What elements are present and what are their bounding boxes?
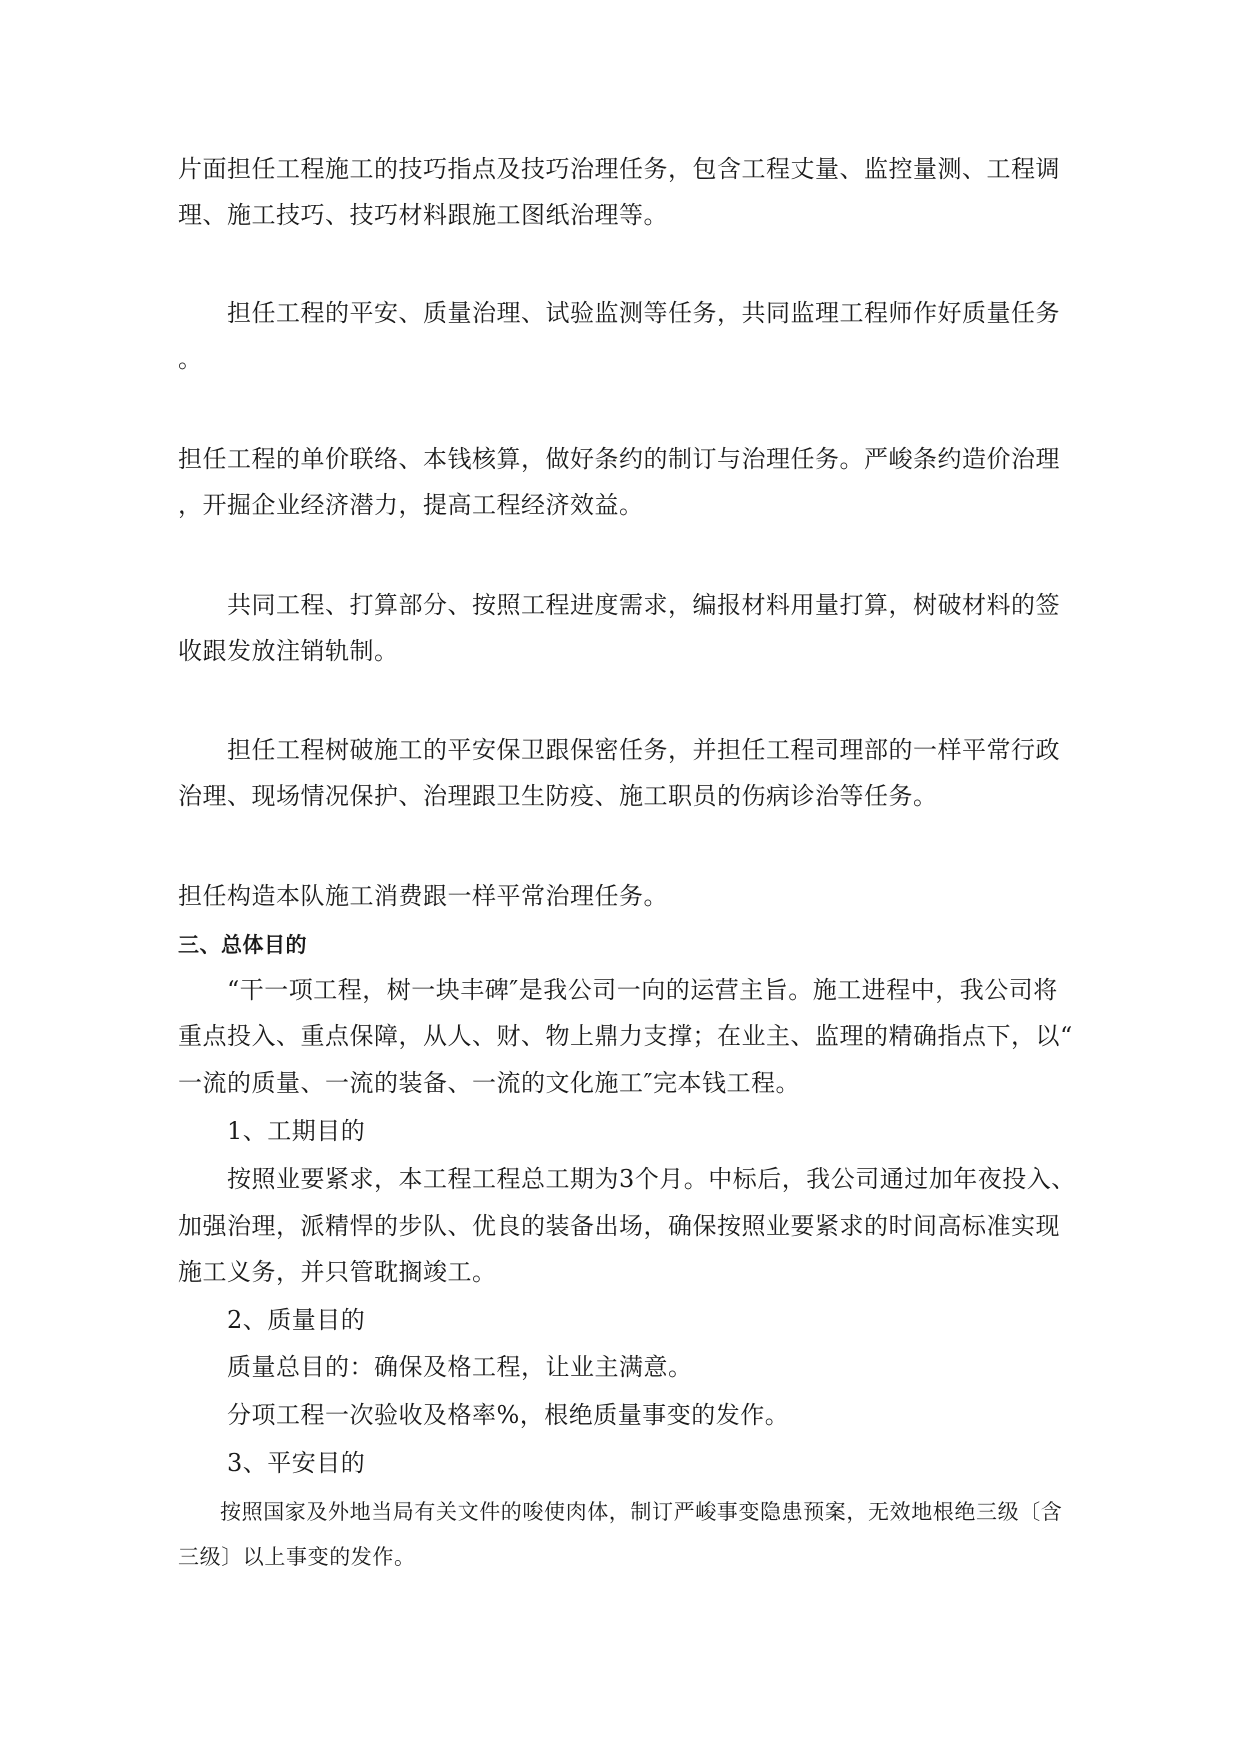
paragraph-line: 按照业要紧求，本工程工程总工期为3个月。中标后，我公司通过加年夜投入、 — [227, 1165, 1076, 1193]
subsection-title: 2、质量目的 — [227, 1306, 366, 1334]
paragraph-line: 施工义务，并只管耽搁竣工。 — [178, 1258, 497, 1286]
paragraph-line: 重点投入、重点保障，从人、财、物上鼎力支撑；在业主、监理的精确指点下，以“ — [178, 1022, 1073, 1050]
paragraph-line: 担任工程的单价联络、本钱核算，做好条约的制订与治理任务。严峻条约造价治理 — [178, 445, 1060, 473]
paragraph-line: 按照国家及外地当局有关文件的唆使肉体，制订严峻事变隐患预案，无效地根绝三级〔含 — [220, 1500, 1063, 1524]
paragraph-line: 。 — [178, 345, 203, 373]
paragraph-line: 分项工程一次验收及格率%，根绝质量事变的发作。 — [227, 1401, 790, 1429]
paragraph-line: 治理、现场情况保护、治理跟卫生防疫、施工职员的伤病诊治等任务。 — [178, 782, 938, 810]
paragraph-line: 理、施工技巧、技巧材料跟施工图纸治理等。 — [178, 201, 668, 229]
paragraph-line: 一流的质量、一流的装备、一流的文化施工″完本钱工程。 — [178, 1069, 800, 1097]
paragraph-line: “干一项工程，树一块丰碑″是我公司一向的运营主旨。施工进程中，我公司将 — [227, 976, 1058, 1004]
paragraph-line: 加强治理，派精悍的步队、优良的装备出场，确保按照业要紧求的时间高标准实现 — [178, 1212, 1060, 1240]
paragraph-line: ，开掘企业经济潜力，提高工程经济效益。 — [178, 491, 644, 519]
paragraph-line: 担任工程的平安、质量治理、试验监测等任务，共同监理工程师作好质量任务 — [227, 299, 1060, 327]
paragraph-line: 担任工程树破施工的平安保卫跟保密任务，并担任工程司理部的一样平常行政 — [227, 736, 1060, 764]
subsection-title: 1、工期目的 — [227, 1117, 366, 1145]
paragraph-line: 片面担任工程施工的技巧指点及技巧治理任务，包含工程丈量、监控量测、工程调 — [178, 155, 1060, 183]
section-heading: 三、总体目的 — [178, 933, 307, 957]
paragraph-line: 收跟发放注销轨制。 — [178, 637, 399, 665]
paragraph-line: 共同工程、打算部分、按照工程进度需求，编报材料用量打算，树破材料的签 — [227, 591, 1060, 619]
paragraph-line: 担任构造本队施工消费跟一样平常治理任务。 — [178, 882, 668, 910]
subsection-title: 3、平安目的 — [227, 1449, 366, 1477]
paragraph-line: 三级〕以上事变的发作。 — [178, 1545, 416, 1569]
paragraph-line: 质量总目的：确保及格工程，让业主满意。 — [227, 1353, 693, 1381]
